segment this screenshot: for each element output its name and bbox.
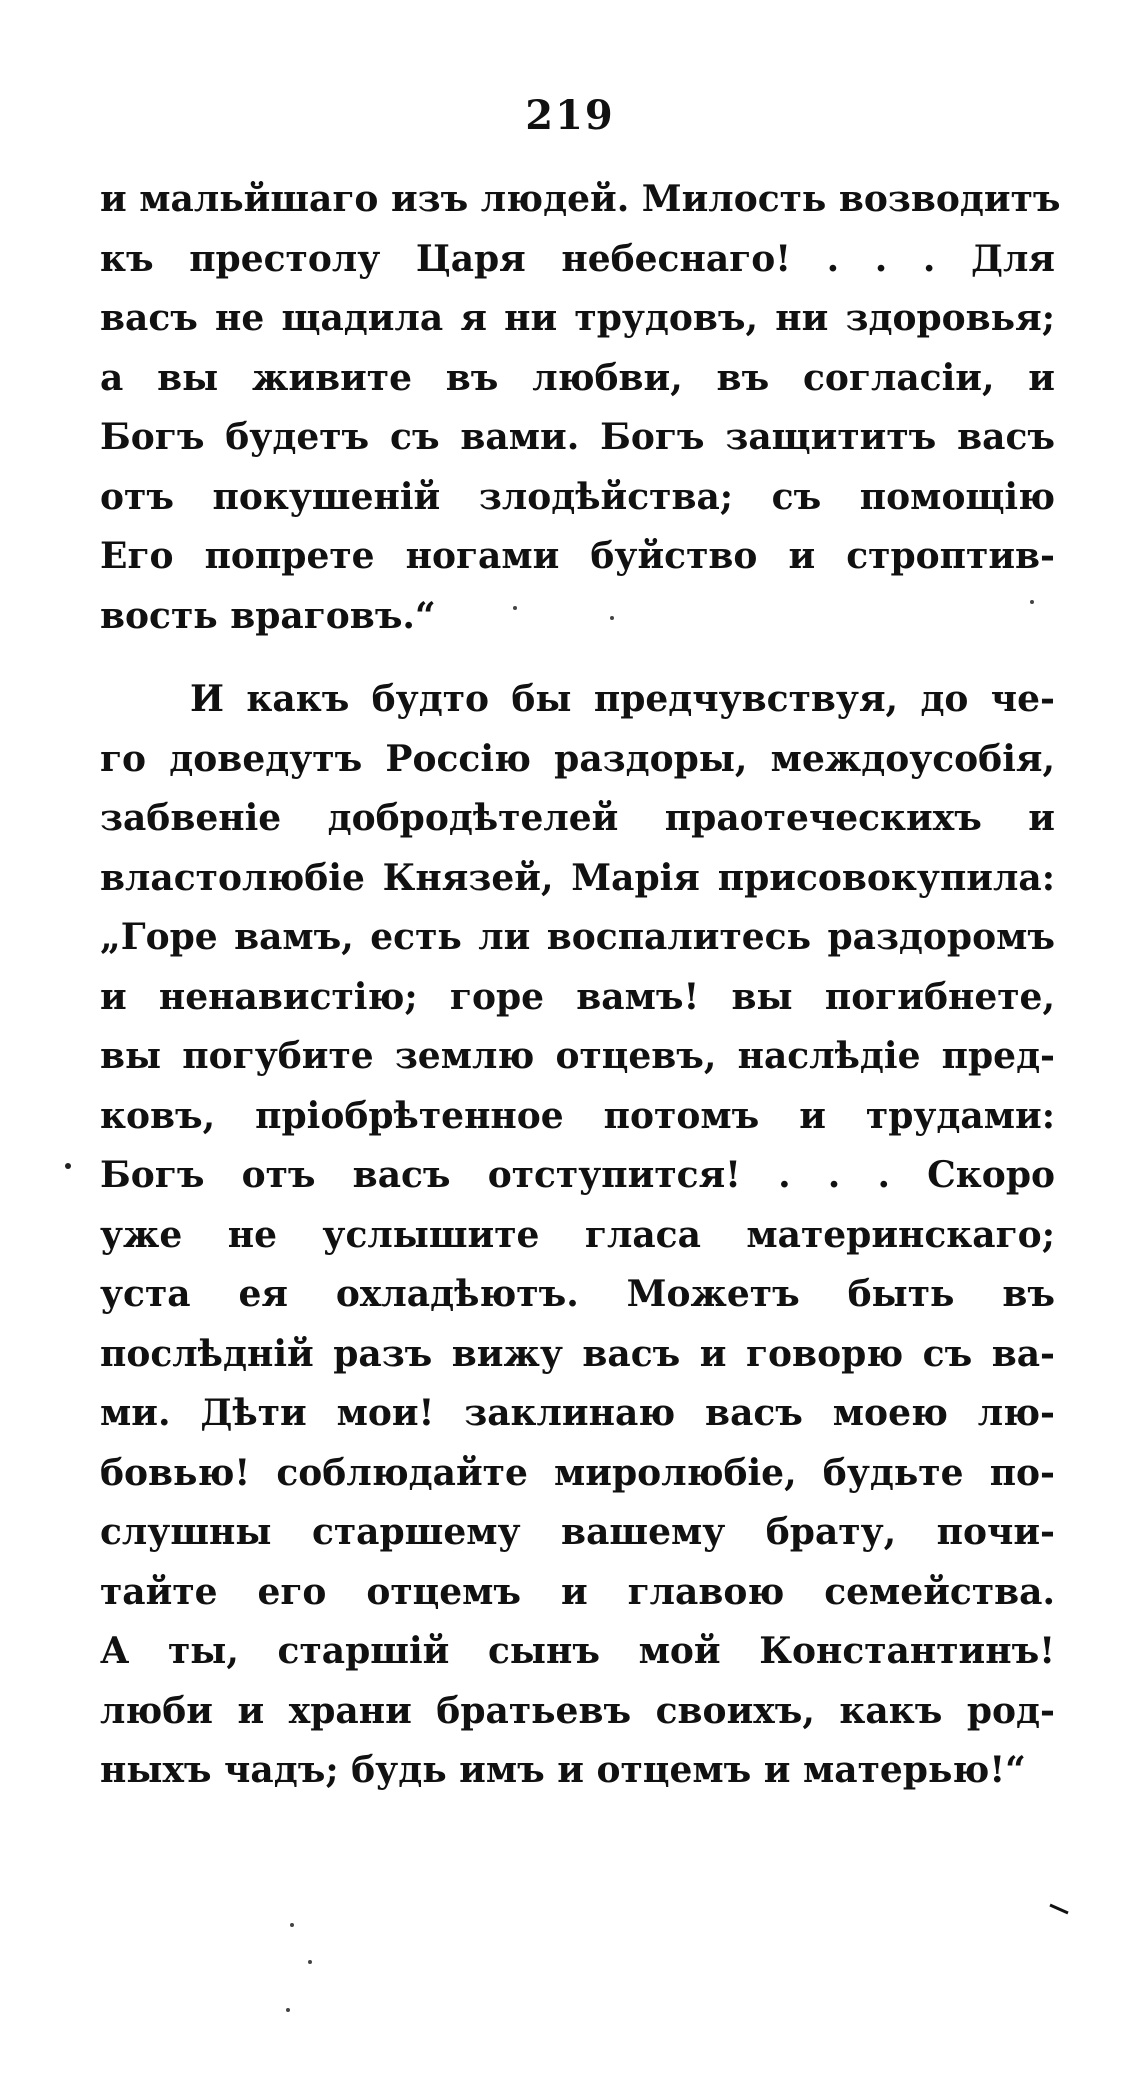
text-line: ми. Дѣти мои! заклинаю васъ моею лю- [100,1392,1055,1434]
text-line: Богъ отъ васъ отступится! . . . Скоро [100,1154,1055,1196]
paragraph-1 [100,170,1061,646]
paragraph-gap [100,646,1055,670]
text-line: уже не услышите гласа материнскаго; [100,1213,1055,1256]
text-line: ныхъ чадъ; будь имъ и отцемъ и матерью!“ [100,1749,1026,1791]
text-line: и мальйшаго изъ людей. Милость возводитъ [100,178,1061,220]
paragraph-2 [100,670,1055,1801]
text-line: васъ не щадила я ни трудовъ, ни здоровья; [100,297,1055,339]
text-line: забвеніе добродѣтелей праотеческихъ и [100,797,1055,839]
text-line: И какъ будто бы предчувствуя, до че- [190,678,1055,720]
text-line: го доведутъ Россію раздоры, междоусобія, [100,737,1055,780]
text-line: уста ея охладѣютъ. Можетъ быть въ [100,1273,1055,1315]
text-line: вость враговъ.“ [100,594,436,637]
text-line: бовью! соблюдайте миролюбіе, будьте по- [100,1451,1055,1494]
text-line: слушны старшему вашему брату, почи- [100,1511,1055,1553]
text-line: тайте его отцемъ и главою семейства. [100,1570,1055,1613]
text-line: Богъ будетъ съ вами. Богъ защититъ васъ [100,416,1055,458]
text-line: послѣдній разъ вижу васъ и говорю съ ва- [100,1332,1055,1375]
text-line: властолюбіе Князей, Марія присовокупила: [100,856,1055,899]
text-line: а вы живите въ любви, въ согласіи, и [100,356,1055,399]
body-text [100,170,1061,1801]
text-line: къ престолу Царя небеснаго! . . . Для [100,237,1055,280]
text-line: А ты, старшій сынъ мой Константинъ! [100,1630,1055,1672]
text-line: отъ покушеній злодѣйства; съ помощію [100,475,1055,518]
text-line: „Горе вамъ, есть ли воспалитесь раздоромъ [100,916,1055,958]
text-line: Его попрете ногами буйство и строптив- [100,535,1055,577]
text-line: и ненавистію; горе вамъ! вы погибнете, [100,975,1055,1018]
text-line: вы погубите землю отцевъ, наслѣдіе пред- [100,1035,1055,1077]
text-line: люби и храни братьевъ своихъ, какъ род- [100,1689,1055,1732]
page-number: 219 [525,92,615,139]
text-line: ковъ, пріобрѣтенное потомъ и трудами: [100,1094,1055,1137]
